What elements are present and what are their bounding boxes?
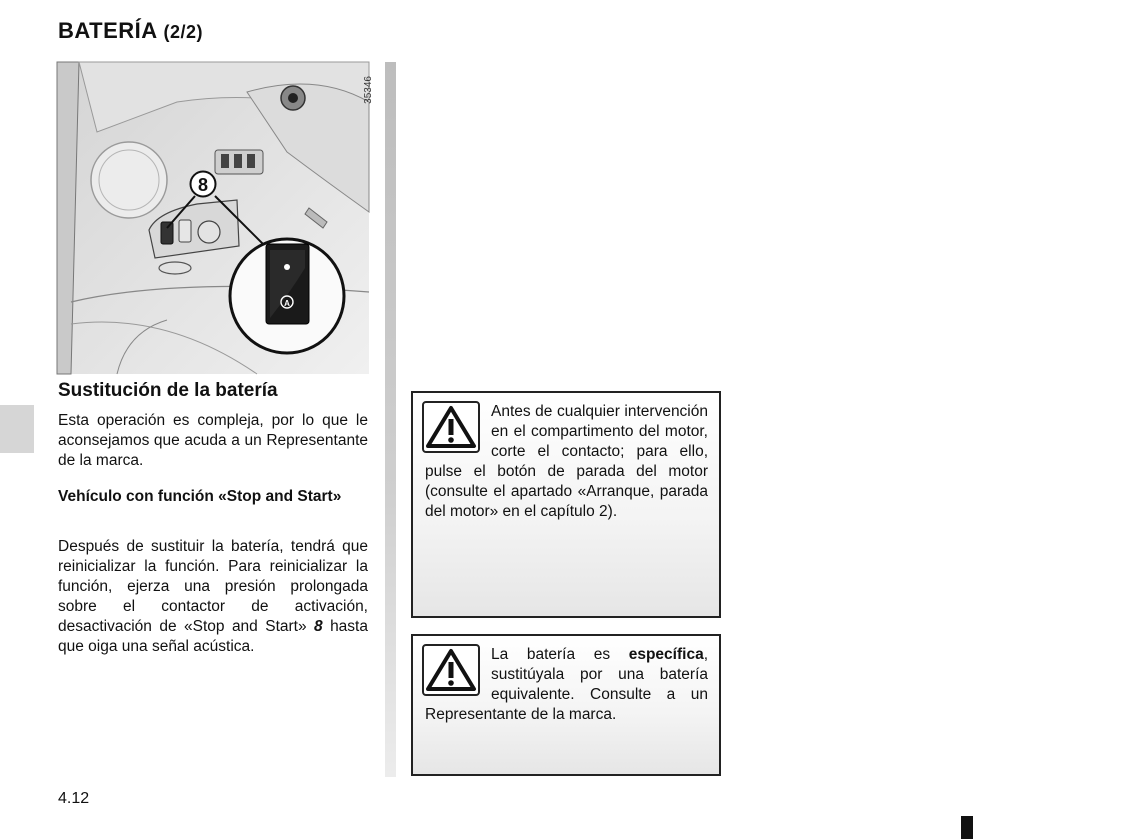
warning-triangle-icon	[422, 401, 480, 453]
section-subheading: Vehículo con función «Stop and Start»	[58, 488, 342, 505]
callout-number: 8	[197, 175, 209, 195]
warning-2-text-bold: específica	[628, 646, 704, 663]
column-divider	[385, 62, 396, 777]
page-title	[58, 18, 203, 44]
section-body-part1: Después de sustituir la batería, tendrá que reinicializar la función. Para reinicializar la función, ejerza una presión prolongada sobre el contactor de activación, desactivación de «Stop and Start»	[58, 538, 368, 635]
page-title-suffix: (2/2)	[163, 22, 203, 42]
page-corner-mark	[961, 816, 973, 839]
section-body	[58, 537, 368, 657]
dashboard-illustration	[57, 62, 374, 374]
warning-2-text-after: , sustitúyala por una batería equivalente. Consulte a un Representante de la marca.	[425, 646, 708, 723]
section-body-part2: hasta que oiga una señal acústica.	[58, 618, 368, 655]
warning-box-2	[411, 634, 721, 776]
svg-text:A: A	[284, 299, 290, 308]
page-number: 4.12	[58, 790, 90, 807]
page-title-text: BATERÍA	[58, 18, 157, 43]
chapter-tab	[0, 405, 34, 453]
figure-code: 35346	[363, 76, 374, 104]
warning-box-1	[411, 391, 721, 618]
section-intro: Esta operación es compleja, por lo que le aconsejamos que acuda a un Representante de la marca.	[58, 412, 368, 469]
warning-2-text-before: La batería es	[491, 646, 629, 663]
warning-triangle-icon	[422, 644, 480, 696]
dashboard-drawing	[57, 62, 369, 374]
section-heading: Sustitución de la batería	[58, 380, 278, 401]
switch-reference: 8	[314, 618, 323, 635]
warning-1-text: Antes de cualquier intervención en el compartimento del motor, corte el contacto; para ello, pulse el botón de parada del motor (consulte el apartado «Arranque, parada del motor» en el capítulo 2).	[425, 403, 708, 520]
